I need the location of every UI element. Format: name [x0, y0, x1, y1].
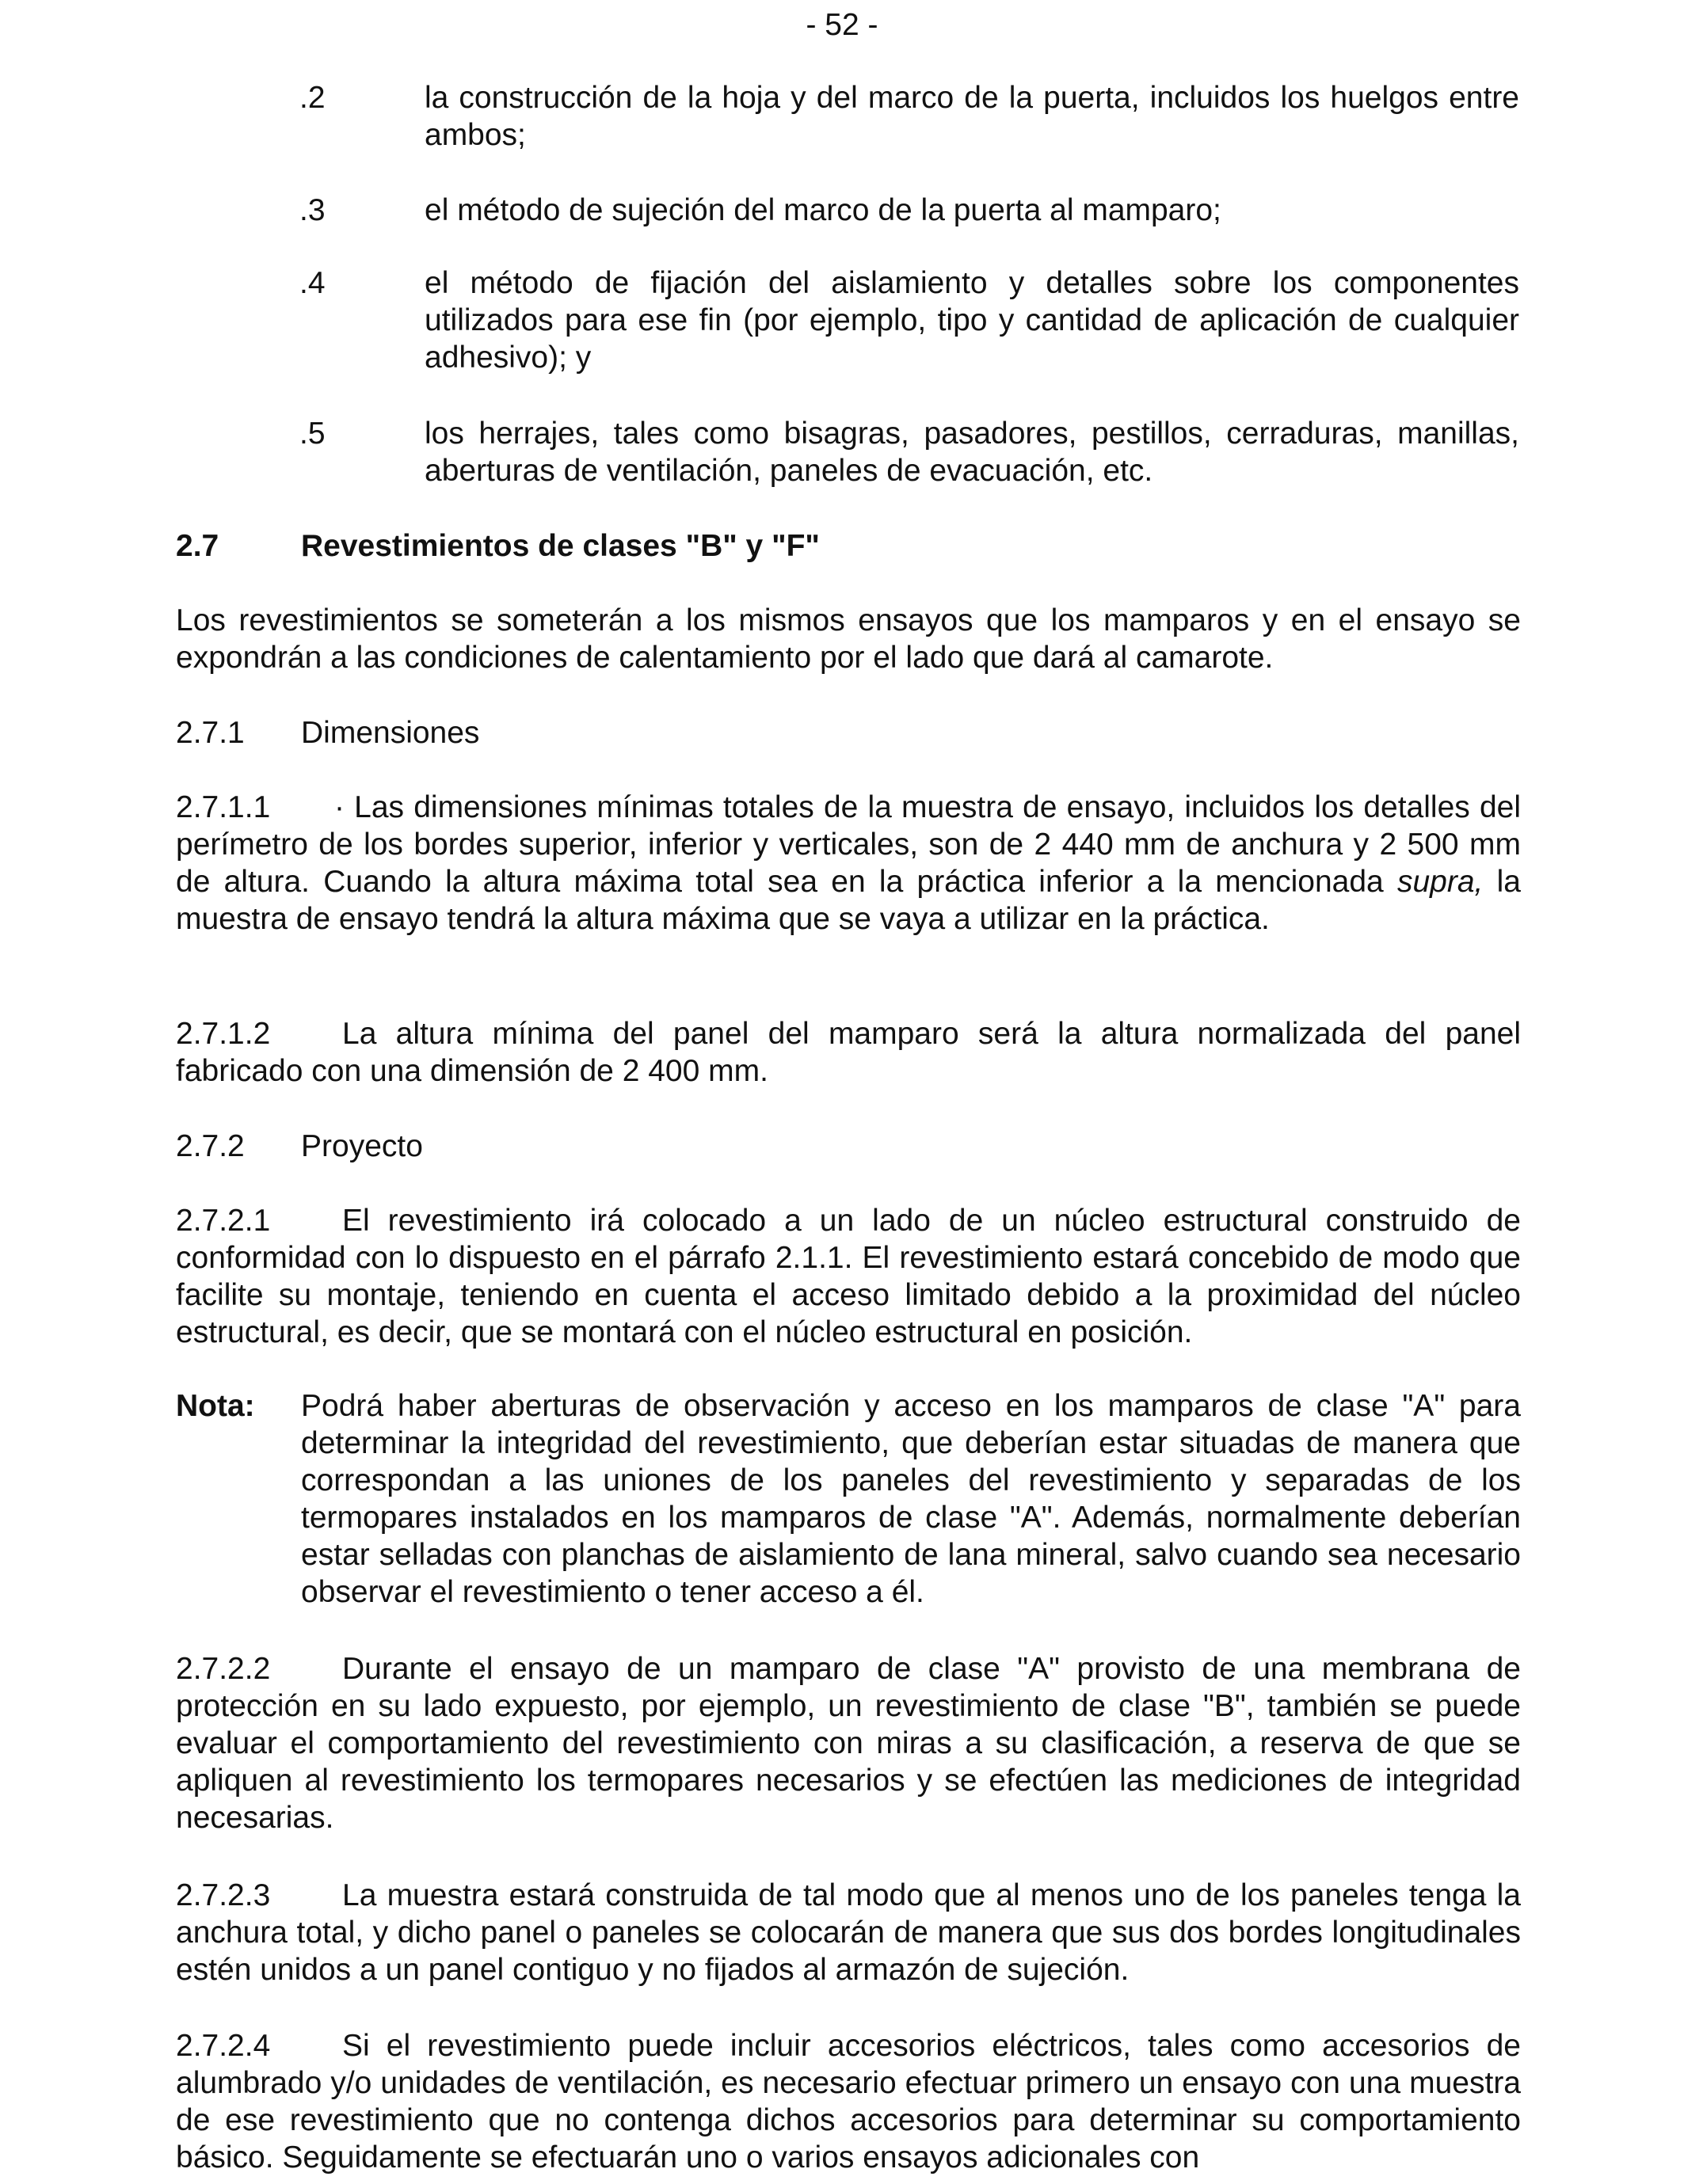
paragraph-2-7-2-3	[176, 1877, 1521, 1988]
paragraph-text: La altura mínima del panel del mamparo será la altura normalizada del panel fabricado con una dimensión de 2 400 mm.	[176, 1017, 1521, 1088]
list-item-text: el método de sujeción del marco de la puerta al mamparo;	[425, 193, 1221, 227]
paragraph-2-7-1-1	[176, 789, 1521, 938]
subsection-title: Proyecto	[301, 1129, 423, 1163]
paragraph-2-7-2-4	[176, 2027, 1521, 2176]
paragraph-2-7-2-2	[176, 1650, 1521, 1836]
list-item-number: .2	[299, 81, 326, 115]
paragraph-text: El revestimiento irá colocado a un lado de un núcleo estructural construido de conformidad con lo dispuesto en el párrafo 2.1.1. El revestimiento estará concebido de modo que facilite su montaje, teniendo en cuenta el acceso limitado debido a la proximidad del núcleo estructural, es decir, que se montará con el núcleo estructural en posición.	[176, 1204, 1521, 1349]
subsection-title: Dimensiones	[301, 716, 480, 750]
page-number: - 52 -	[806, 8, 878, 42]
subsection-number: 2.7.1	[176, 716, 245, 750]
note-text: Podrá haber aberturas de observación y acceso en los mamparos de clase "A" para determinar la integridad del revestimiento, que deberían estar situadas de manera que correspondan a las uniones de los paneles del revestimiento y separadas de los termopares instalados en los mamparos de clase "A". Además, normalmente deberían estar selladas con planchas de aislamiento de lana mineral, salvo cuando sea necesario observar el revestimiento o tener acceso a él.	[301, 1389, 1521, 1609]
paragraph-number: 2.7.2.3	[176, 1878, 271, 1912]
section-number: 2.7	[176, 529, 219, 563]
list-item-text: el método de fijación del aislamiento y detalles sobre los componentes utilizados para ese fin (por ejemplo, tipo y cantidad de aplicación de cualquier adhesivo); y	[425, 266, 1519, 375]
paragraph-2-7-1-2	[176, 1015, 1521, 1090]
subsection-number: 2.7.2	[176, 1129, 245, 1163]
list-item-number: .3	[299, 193, 326, 227]
paragraph-number: 2.7.1.2	[176, 1017, 271, 1051]
paragraph-text-continued: la muestra de ensayo tendrá la altura máxima que se vaya a utilizar en la práctica.	[176, 865, 1521, 936]
list-item-text: los herrajes, tales como bisagras, pasadores, pestillos, cerraduras, manillas, aberturas de ventilación, paneles de evacuación, etc.	[425, 417, 1519, 488]
note-label: Nota:	[176, 1389, 255, 1423]
paragraph-number: 2.7.2.2	[176, 1652, 271, 1686]
paragraph-text: · Las dimensiones mínimas totales de la muestra de ensayo, incluidos los detalles del perímetro de los bordes superior, inferior y verticales, son de 2 440 mm de anchura y 2 500 mm de altura. Cuando la altura máxima total sea en la práctica inferior a la mencionada	[176, 790, 1521, 899]
paragraph-2-7-2-1	[176, 1202, 1521, 1351]
list-item-number: .4	[299, 266, 326, 300]
list-item-text: la construcción de la hoja y del marco de la puerta, incluidos los huelgos entre ambos;	[425, 81, 1519, 152]
paragraph-number: 2.7.2.1	[176, 1204, 271, 1238]
paragraph-text: Durante el ensayo de un mamparo de clase "A" provisto de una membrana de protección en su lado expuesto, por ejemplo, un revestimiento de clase "B", también se puede evaluar el comportamiento del revestimiento con miras a su clasificación, a reserva de que se apliquen al revestimiento los termopares necesarios y se efectúen las mediciones de integridad necesarias.	[176, 1652, 1521, 1835]
paragraph-text: La muestra estará construida de tal modo que al menos uno de los paneles tenga la anchura total, y dicho panel o paneles se colocarán de manera que sus dos bordes longitudinales estén unidos a un panel contiguo y no fijados al armazón de sujeción.	[176, 1878, 1521, 1987]
section-intro-paragraph: Los revestimientos se someterán a los mismos ensayos que los mamparos y en el ensayo se expondrán a las condiciones de calentamiento por el lado que dará al camarote.	[176, 603, 1521, 675]
paragraph-text: Si el revestimiento puede incluir accesorios eléctricos, tales como accesorios de alumbrado y/o unidades de ventilación, es necesario efectuar primero un ensayo con una muestra de ese revestimiento que no contenga dichos accesorios para determinar su comportamiento básico. Seguidamente se efectuarán uno o varios ensayos adicionales con	[176, 2029, 1521, 2174]
paragraph-emphasis: supra,	[1396, 865, 1484, 899]
list-item-number: .5	[299, 417, 326, 451]
section-title: Revestimientos de clases "B" y "F"	[301, 529, 820, 563]
paragraph-number: 2.7.1.1	[176, 790, 271, 824]
paragraph-number: 2.7.2.4	[176, 2029, 271, 2063]
